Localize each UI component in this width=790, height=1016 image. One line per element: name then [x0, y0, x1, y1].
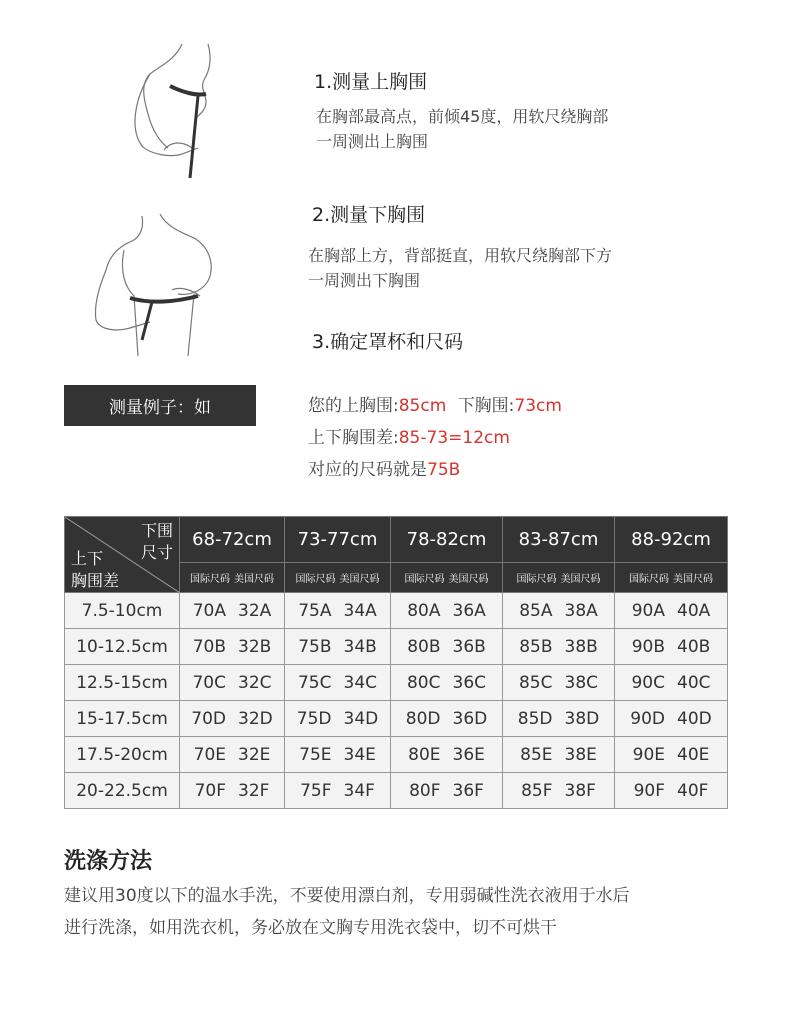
us-size: 36D [452, 708, 488, 729]
size-cell [503, 629, 615, 665]
us-size: 38B [564, 636, 598, 657]
intl-size: 90C [631, 672, 665, 693]
size-cell [615, 629, 728, 665]
size-cell [285, 665, 391, 701]
us-size: 36A [452, 600, 486, 621]
intl-size: 80C [406, 672, 441, 693]
us-size: 38E [564, 744, 597, 765]
size-cell [180, 737, 285, 773]
intl-size: 85B [519, 636, 553, 657]
intl-size: 90A [631, 600, 665, 621]
size-cell [391, 665, 503, 701]
size-cell [615, 665, 728, 701]
size-cell [615, 773, 728, 809]
intl-size: 75A [298, 600, 332, 621]
intl-size: 85C [518, 672, 553, 693]
intl-size: 85F [521, 780, 553, 801]
column-header: 73-77cm [285, 517, 391, 563]
row-header-difference: 7.5-10cm [65, 593, 180, 629]
us-size: 32F [238, 780, 270, 801]
us-size: 32A [238, 600, 272, 621]
us-size: 34C [343, 672, 378, 693]
subheader-cell: 国际尺码 美国尺码 [180, 563, 285, 593]
size-cell [391, 629, 503, 665]
row-header-difference: 15-17.5cm [65, 701, 180, 737]
intl-size: 70F [194, 780, 226, 801]
us-size: 32B [238, 636, 272, 657]
size-cell [285, 737, 391, 773]
size-cell [391, 737, 503, 773]
us-size: 40E [677, 744, 710, 765]
example-line-size: 对应的尺码就是75B [308, 460, 461, 480]
example-badge: 测量例子：如 [64, 385, 256, 426]
us-size: 34F [343, 780, 375, 801]
table-row [65, 737, 728, 773]
intl-size: 75B [298, 636, 332, 657]
intl-size: 70C [192, 672, 226, 693]
subheader-cell: 国际尺码 美国尺码 [615, 563, 728, 593]
intl-size: 80B [407, 636, 441, 657]
size-cell [285, 773, 391, 809]
example-line-difference: 上下胸围差:85-73=12cm [308, 428, 510, 448]
intl-size: 80F [409, 780, 441, 801]
intl-size: 70B [192, 636, 226, 657]
us-size: 34A [343, 600, 377, 621]
intl-size: 75E [299, 744, 332, 765]
intl-size: 85D [517, 708, 553, 729]
step-2-description: 在胸部上方，背部挺直，用软尺绕胸部下方 一周测出下胸围 [308, 246, 613, 290]
size-cell [503, 701, 615, 737]
column-header: 68-72cm [180, 517, 285, 563]
table-header-row [65, 517, 728, 563]
step-1-title: 1.测量上胸围 [314, 71, 428, 93]
size-cell [503, 737, 615, 773]
table-row [65, 665, 728, 701]
row-header-difference: 20-22.5cm [65, 773, 180, 809]
us-size: 40F [677, 780, 709, 801]
us-size: 34D [343, 708, 379, 729]
example-line-bust: 您的上胸围:85cm 下胸围:73cm [308, 396, 562, 416]
column-header: 83-87cm [503, 517, 615, 563]
size-cell [180, 593, 285, 629]
us-size: 34E [343, 744, 376, 765]
size-cell [391, 593, 503, 629]
size-cell [180, 701, 285, 737]
us-size: 40A [677, 600, 711, 621]
size-cell [615, 737, 728, 773]
us-size: 40D [677, 708, 712, 729]
table-body [65, 593, 728, 809]
intl-size: 75F [300, 780, 332, 801]
intl-size: 80A [407, 600, 441, 621]
size-cell [391, 701, 503, 737]
table-row [65, 701, 728, 737]
row-header-difference: 12.5-15cm [65, 665, 180, 701]
size-cell [180, 773, 285, 809]
us-size: 36C [452, 672, 487, 693]
intl-size: 90B [631, 636, 665, 657]
table-row [65, 773, 728, 809]
intl-size: 80E [408, 744, 441, 765]
us-size: 36F [452, 780, 484, 801]
us-size: 32C [238, 672, 272, 693]
us-size: 36E [452, 744, 485, 765]
us-size: 40B [677, 636, 711, 657]
size-cell [180, 665, 285, 701]
intl-size: 90E [632, 744, 665, 765]
table-row [65, 629, 728, 665]
column-header: 78-82cm [391, 517, 503, 563]
intl-size: 85A [519, 600, 553, 621]
us-size: 38F [564, 780, 596, 801]
size-cell [503, 593, 615, 629]
row-header-difference: 10-12.5cm [65, 629, 180, 665]
subheader-cell: 国际尺码 美国尺码 [285, 563, 391, 593]
intl-size: 70D [191, 708, 226, 729]
upper-bust-illustration [120, 40, 230, 180]
step-1-description: 在胸部最高点，前倾45度，用软尺绕胸部 一周测出上胸围 [316, 107, 609, 151]
size-cell [503, 773, 615, 809]
column-header: 88-92cm [615, 517, 728, 563]
step-2-title: 2.测量下胸围 [312, 204, 426, 226]
intl-size: 85E [520, 744, 553, 765]
under-bust-illustration [90, 210, 220, 360]
us-size: 38D [564, 708, 600, 729]
wash-title: 洗涤方法 [64, 849, 153, 874]
size-cell [180, 629, 285, 665]
us-size: 38A [564, 600, 598, 621]
us-size: 38C [564, 672, 599, 693]
us-size: 40C [677, 672, 711, 693]
subheader-cell: 国际尺码 美国尺码 [391, 563, 503, 593]
subheader-cell: 国际尺码 美国尺码 [503, 563, 615, 593]
size-cell [503, 665, 615, 701]
wash-instructions: 建议用30度以下的温水手洗，不要使用漂白剂，专用弱碱性洗衣液用于水后 进行洗涤，如用洗衣机，务必放在文胸专用洗衣袋中，切不可烘干 [64, 886, 630, 938]
step-3-title: 3.确定罩杯和尺码 [312, 331, 464, 353]
us-size: 34B [343, 636, 377, 657]
size-cell [615, 701, 728, 737]
size-cell [285, 701, 391, 737]
intl-size: 70E [193, 744, 226, 765]
intl-size: 90D [630, 708, 665, 729]
us-size: 32E [238, 744, 271, 765]
intl-size: 70A [192, 600, 226, 621]
intl-size: 90F [633, 780, 665, 801]
size-cell [285, 593, 391, 629]
us-size: 32D [238, 708, 273, 729]
table-row [65, 593, 728, 629]
intl-size: 75C [297, 672, 332, 693]
size-cell [285, 629, 391, 665]
table-corner-cell: 下围 尺寸 上下 胸围差 [65, 517, 180, 593]
size-cell [391, 773, 503, 809]
row-header-difference: 17.5-20cm [65, 737, 180, 773]
intl-size: 75D [296, 708, 332, 729]
size-cell [615, 593, 728, 629]
size-table [64, 516, 728, 809]
intl-size: 80D [405, 708, 441, 729]
us-size: 36B [452, 636, 486, 657]
